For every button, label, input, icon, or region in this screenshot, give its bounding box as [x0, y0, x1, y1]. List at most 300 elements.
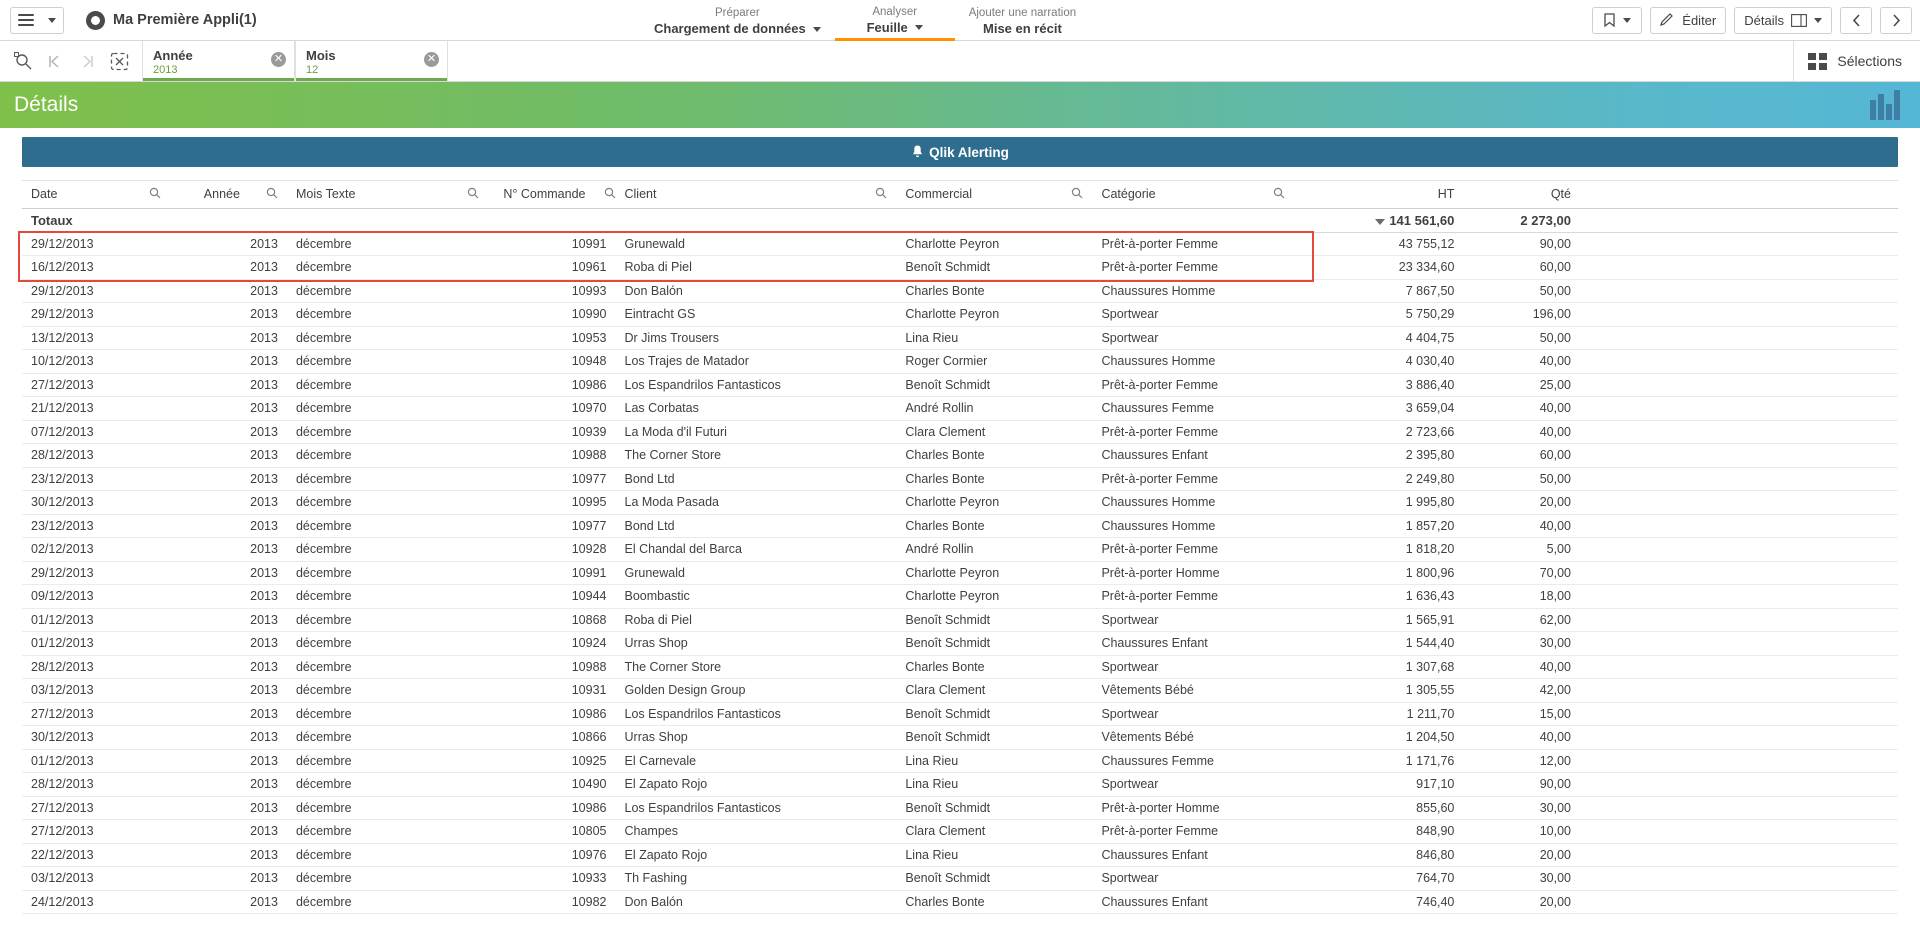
cell-categorie[interactable]: Chaussures Femme [1092, 397, 1293, 421]
cell-categorie[interactable]: Prêt-à-porter Femme [1092, 420, 1293, 444]
cell-qte[interactable]: 15,00 [1463, 702, 1580, 726]
cell-qte[interactable]: 40,00 [1463, 397, 1580, 421]
cell-numero-commande[interactable]: 10928 [488, 538, 615, 562]
cell-annee[interactable]: 2013 [170, 749, 287, 773]
cell-annee[interactable]: 2013 [170, 726, 287, 750]
step-forward-icon[interactable] [76, 50, 98, 72]
cell-date[interactable]: 03/12/2013 [22, 679, 170, 703]
cell-date[interactable]: 29/12/2013 [22, 303, 170, 327]
column-header-client[interactable] [616, 181, 897, 208]
cell-numero-commande[interactable]: 10988 [488, 444, 615, 468]
cell-commercial[interactable]: Roger Cormier [896, 350, 1092, 374]
cell-qte[interactable]: 30,00 [1463, 867, 1580, 891]
cell-numero-commande[interactable]: 10924 [488, 632, 615, 656]
cell-ht[interactable]: 746,40 [1294, 890, 1464, 914]
table-row[interactable] [22, 514, 1898, 538]
cell-qte[interactable]: 50,00 [1463, 279, 1580, 303]
cell-qte[interactable]: 30,00 [1463, 632, 1580, 656]
cell-commercial[interactable]: Lina Rieu [896, 773, 1092, 797]
cell-commercial[interactable]: Charlotte Peyron [896, 561, 1092, 585]
cell-commercial[interactable]: Benoît Schmidt [896, 796, 1092, 820]
details-button[interactable] [1734, 7, 1832, 34]
cell-ht[interactable]: 7 867,50 [1294, 279, 1464, 303]
table-row[interactable] [22, 373, 1898, 397]
nav-item-narration[interactable] [955, 0, 1090, 41]
table-row[interactable] [22, 326, 1898, 350]
cell-commercial[interactable]: Benoît Schmidt [896, 608, 1092, 632]
cell-categorie[interactable]: Prêt-à-porter Femme [1092, 373, 1293, 397]
table-row[interactable] [22, 420, 1898, 444]
cell-annee[interactable]: 2013 [170, 444, 287, 468]
cell-numero-commande[interactable]: 10995 [488, 491, 615, 515]
cell-ht[interactable]: 2 395,80 [1294, 444, 1464, 468]
cell-client[interactable]: La Moda Pasada [616, 491, 897, 515]
column-header-date[interactable] [22, 181, 170, 208]
cell-annee[interactable]: 2013 [170, 303, 287, 327]
table-row[interactable] [22, 585, 1898, 609]
table-row[interactable] [22, 749, 1898, 773]
cell-ht[interactable]: 2 249,80 [1294, 467, 1464, 491]
cell-client[interactable]: Don Balón [616, 890, 897, 914]
cell-client[interactable]: Urras Shop [616, 726, 897, 750]
cell-annee[interactable]: 2013 [170, 773, 287, 797]
cell-ht[interactable]: 1 800,96 [1294, 561, 1464, 585]
cell-client[interactable]: Golden Design Group [616, 679, 897, 703]
cell-commercial[interactable]: Clara Clement [896, 420, 1092, 444]
cell-numero-commande[interactable]: 10953 [488, 326, 615, 350]
cell-client[interactable]: Eintracht GS [616, 303, 897, 327]
cell-numero-commande[interactable]: 10866 [488, 726, 615, 750]
cell-annee[interactable]: 2013 [170, 467, 287, 491]
cell-annee[interactable]: 2013 [170, 632, 287, 656]
cell-date[interactable]: 23/12/2013 [22, 514, 170, 538]
cell-annee[interactable]: 2013 [170, 491, 287, 515]
cell-categorie[interactable]: Vêtements Bébé [1092, 679, 1293, 703]
cell-annee[interactable]: 2013 [170, 585, 287, 609]
edit-button[interactable] [1650, 7, 1726, 34]
cell-categorie[interactable]: Sportwear [1092, 773, 1293, 797]
cell-commercial[interactable]: Charlotte Peyron [896, 232, 1092, 256]
cell-qte[interactable]: 40,00 [1463, 655, 1580, 679]
cell-mois-texte[interactable]: décembre [287, 843, 488, 867]
cell-categorie[interactable]: Prêt-à-porter Femme [1092, 467, 1293, 491]
cell-client[interactable]: El Zapato Rojo [616, 773, 897, 797]
cell-categorie[interactable]: Chaussures Enfant [1092, 632, 1293, 656]
cell-qte[interactable]: 12,00 [1463, 749, 1580, 773]
search-icon[interactable] [875, 187, 887, 202]
search-icon[interactable] [604, 187, 616, 202]
cell-categorie[interactable]: Vêtements Bébé [1092, 726, 1293, 750]
selection-search-icon[interactable] [12, 50, 34, 72]
cell-annee[interactable]: 2013 [170, 608, 287, 632]
cell-mois-texte[interactable]: décembre [287, 655, 488, 679]
cell-commercial[interactable]: Charlotte Peyron [896, 585, 1092, 609]
cell-annee[interactable]: 2013 [170, 867, 287, 891]
cell-date[interactable]: 01/12/2013 [22, 632, 170, 656]
cell-numero-commande[interactable]: 10944 [488, 585, 615, 609]
cell-ht[interactable]: 855,60 [1294, 796, 1464, 820]
selections-panel-toggle[interactable] [1793, 41, 1920, 81]
cell-client[interactable]: Los Espandrilos Fantasticos [616, 796, 897, 820]
cell-qte[interactable]: 20,00 [1463, 491, 1580, 515]
cell-commercial[interactable]: Charles Bonte [896, 444, 1092, 468]
cell-annee[interactable]: 2013 [170, 679, 287, 703]
cell-qte[interactable]: 5,00 [1463, 538, 1580, 562]
cell-commercial[interactable]: Benoît Schmidt [896, 632, 1092, 656]
cell-commercial[interactable]: Charlotte Peyron [896, 491, 1092, 515]
cell-categorie[interactable]: Sportwear [1092, 608, 1293, 632]
cell-qte[interactable]: 25,00 [1463, 373, 1580, 397]
cell-qte[interactable]: 62,00 [1463, 608, 1580, 632]
cell-annee[interactable]: 2013 [170, 279, 287, 303]
cell-mois-texte[interactable]: décembre [287, 397, 488, 421]
cell-commercial[interactable]: Benoît Schmidt [896, 373, 1092, 397]
cell-numero-commande[interactable]: 10931 [488, 679, 615, 703]
cell-numero-commande[interactable]: 10490 [488, 773, 615, 797]
cell-client[interactable]: Roba di Piel [616, 256, 897, 280]
cell-date[interactable]: 27/12/2013 [22, 820, 170, 844]
nav-item-analyser[interactable] [835, 0, 955, 41]
cell-numero-commande[interactable]: 10939 [488, 420, 615, 444]
cell-date[interactable]: 27/12/2013 [22, 702, 170, 726]
cell-mois-texte[interactable]: décembre [287, 491, 488, 515]
cell-qte[interactable]: 90,00 [1463, 773, 1580, 797]
cell-client[interactable]: La Moda d'il Futuri [616, 420, 897, 444]
cell-mois-texte[interactable]: décembre [287, 749, 488, 773]
cell-ht[interactable]: 1 857,20 [1294, 514, 1464, 538]
search-icon[interactable] [1071, 187, 1083, 202]
cell-date[interactable]: 01/12/2013 [22, 608, 170, 632]
cell-ht[interactable]: 4 404,75 [1294, 326, 1464, 350]
cell-date[interactable]: 30/12/2013 [22, 491, 170, 515]
cell-client[interactable]: Bond Ltd [616, 467, 897, 491]
cell-numero-commande[interactable]: 10991 [488, 232, 615, 256]
previous-sheet-button[interactable] [1840, 7, 1872, 34]
cell-categorie[interactable]: Prêt-à-porter Femme [1092, 820, 1293, 844]
cell-numero-commande[interactable]: 10933 [488, 867, 615, 891]
column-header-ht[interactable] [1294, 181, 1464, 208]
cell-categorie[interactable]: Prêt-à-porter Femme [1092, 538, 1293, 562]
cell-client[interactable]: Los Espandrilos Fantasticos [616, 702, 897, 726]
cell-commercial[interactable]: Lina Rieu [896, 843, 1092, 867]
cell-numero-commande[interactable]: 10990 [488, 303, 615, 327]
cell-categorie[interactable]: Prêt-à-porter Femme [1092, 232, 1293, 256]
cell-numero-commande[interactable]: 10986 [488, 796, 615, 820]
cell-numero-commande[interactable]: 10977 [488, 514, 615, 538]
cell-commercial[interactable]: Charles Bonte [896, 890, 1092, 914]
table-row[interactable] [22, 726, 1898, 750]
cell-categorie[interactable]: Sportwear [1092, 867, 1293, 891]
cell-date[interactable]: 09/12/2013 [22, 585, 170, 609]
cell-numero-commande[interactable]: 10925 [488, 749, 615, 773]
column-header-mois-texte[interactable] [287, 181, 488, 208]
cell-qte[interactable]: 50,00 [1463, 467, 1580, 491]
cell-qte[interactable]: 40,00 [1463, 726, 1580, 750]
table-row[interactable] [22, 820, 1898, 844]
cell-client[interactable]: El Zapato Rojo [616, 843, 897, 867]
cell-mois-texte[interactable]: décembre [287, 820, 488, 844]
cell-annee[interactable]: 2013 [170, 561, 287, 585]
cell-date[interactable]: 07/12/2013 [22, 420, 170, 444]
cell-categorie[interactable]: Prêt-à-porter Femme [1092, 585, 1293, 609]
cell-mois-texte[interactable]: décembre [287, 350, 488, 374]
cell-ht[interactable]: 2 723,66 [1294, 420, 1464, 444]
column-header-categorie[interactable] [1092, 181, 1293, 208]
cell-commercial[interactable]: Charlotte Peyron [896, 303, 1092, 327]
cell-annee[interactable]: 2013 [170, 350, 287, 374]
cell-mois-texte[interactable]: décembre [287, 514, 488, 538]
cell-annee[interactable]: 2013 [170, 655, 287, 679]
cell-mois-texte[interactable]: décembre [287, 279, 488, 303]
cell-date[interactable]: 28/12/2013 [22, 773, 170, 797]
cell-commercial[interactable]: André Rollin [896, 397, 1092, 421]
cell-ht[interactable]: 43 755,12 [1294, 232, 1464, 256]
cell-ht[interactable]: 1 211,70 [1294, 702, 1464, 726]
cell-date[interactable]: 28/12/2013 [22, 655, 170, 679]
table-row[interactable] [22, 655, 1898, 679]
cell-date[interactable]: 16/12/2013 [22, 256, 170, 280]
table-row[interactable] [22, 843, 1898, 867]
column-header-commercial[interactable] [896, 181, 1092, 208]
cell-numero-commande[interactable]: 10976 [488, 843, 615, 867]
cell-client[interactable]: Don Balón [616, 279, 897, 303]
table-row[interactable] [22, 632, 1898, 656]
cell-numero-commande[interactable]: 10961 [488, 256, 615, 280]
table-row[interactable] [22, 279, 1898, 303]
clear-all-selections-icon[interactable] [108, 50, 130, 72]
cell-numero-commande[interactable]: 10868 [488, 608, 615, 632]
nav-item-preparer[interactable] [640, 0, 835, 41]
cell-ht[interactable]: 5 750,29 [1294, 303, 1464, 327]
cell-mois-texte[interactable]: décembre [287, 232, 488, 256]
cell-qte[interactable]: 18,00 [1463, 585, 1580, 609]
cell-qte[interactable]: 10,00 [1463, 820, 1580, 844]
cell-ht[interactable]: 1 636,43 [1294, 585, 1464, 609]
cell-qte[interactable]: 90,00 [1463, 232, 1580, 256]
cell-date[interactable]: 23/12/2013 [22, 467, 170, 491]
cell-categorie[interactable]: Chaussures Enfant [1092, 890, 1293, 914]
cell-date[interactable]: 03/12/2013 [22, 867, 170, 891]
cell-date[interactable]: 24/12/2013 [22, 890, 170, 914]
cell-annee[interactable]: 2013 [170, 514, 287, 538]
cell-mois-texte[interactable]: décembre [287, 467, 488, 491]
cell-qte[interactable]: 40,00 [1463, 514, 1580, 538]
cell-mois-texte[interactable]: décembre [287, 326, 488, 350]
table-row[interactable] [22, 796, 1898, 820]
column-header-annee[interactable] [170, 181, 287, 208]
search-icon[interactable] [149, 187, 161, 202]
next-sheet-button[interactable] [1880, 7, 1912, 34]
cell-date[interactable]: 29/12/2013 [22, 561, 170, 585]
cell-categorie[interactable]: Chaussures Enfant [1092, 444, 1293, 468]
cell-commercial[interactable]: Charles Bonte [896, 467, 1092, 491]
cell-commercial[interactable]: Lina Rieu [896, 326, 1092, 350]
cell-mois-texte[interactable]: décembre [287, 420, 488, 444]
cell-qte[interactable]: 60,00 [1463, 256, 1580, 280]
cell-client[interactable]: Th Fashing [616, 867, 897, 891]
cell-commercial[interactable]: Lina Rieu [896, 749, 1092, 773]
cell-mois-texte[interactable]: décembre [287, 796, 488, 820]
table-row[interactable] [22, 491, 1898, 515]
cell-annee[interactable]: 2013 [170, 796, 287, 820]
cell-mois-texte[interactable]: décembre [287, 679, 488, 703]
cell-qte[interactable]: 70,00 [1463, 561, 1580, 585]
cell-client[interactable]: El Chandal del Barca [616, 538, 897, 562]
cell-mois-texte[interactable]: décembre [287, 538, 488, 562]
cell-annee[interactable]: 2013 [170, 820, 287, 844]
cell-qte[interactable]: 40,00 [1463, 350, 1580, 374]
cell-mois-texte[interactable]: décembre [287, 608, 488, 632]
cell-categorie[interactable]: Chaussures Femme [1092, 749, 1293, 773]
cell-qte[interactable]: 40,00 [1463, 420, 1580, 444]
cell-client[interactable]: The Corner Store [616, 444, 897, 468]
cell-numero-commande[interactable]: 10977 [488, 467, 615, 491]
cell-ht[interactable]: 4 030,40 [1294, 350, 1464, 374]
table-row[interactable] [22, 467, 1898, 491]
cell-commercial[interactable]: Clara Clement [896, 679, 1092, 703]
cell-commercial[interactable]: Clara Clement [896, 820, 1092, 844]
cell-mois-texte[interactable]: décembre [287, 890, 488, 914]
column-header-qte[interactable] [1463, 181, 1580, 208]
cell-categorie[interactable]: Prêt-à-porter Femme [1092, 256, 1293, 280]
cell-numero-commande[interactable]: 10988 [488, 655, 615, 679]
cell-numero-commande[interactable]: 10948 [488, 350, 615, 374]
cell-numero-commande[interactable]: 10993 [488, 279, 615, 303]
cell-date[interactable]: 30/12/2013 [22, 726, 170, 750]
cell-date[interactable]: 10/12/2013 [22, 350, 170, 374]
cell-mois-texte[interactable]: décembre [287, 702, 488, 726]
cell-qte[interactable]: 196,00 [1463, 303, 1580, 327]
cell-client[interactable]: Champes [616, 820, 897, 844]
cell-mois-texte[interactable]: décembre [287, 373, 488, 397]
cell-mois-texte[interactable]: décembre [287, 726, 488, 750]
cell-mois-texte[interactable]: décembre [287, 444, 488, 468]
cell-ht[interactable]: 1 565,91 [1294, 608, 1464, 632]
cell-annee[interactable]: 2013 [170, 702, 287, 726]
cell-categorie[interactable]: Chaussures Homme [1092, 514, 1293, 538]
cell-commercial[interactable]: Charles Bonte [896, 279, 1092, 303]
cell-commercial[interactable]: Charles Bonte [896, 514, 1092, 538]
table-row[interactable] [22, 608, 1898, 632]
navigation-menu-button[interactable] [10, 7, 64, 34]
bookmarks-button[interactable] [1592, 7, 1642, 34]
table-row[interactable] [22, 867, 1898, 891]
cell-ht[interactable]: 1 995,80 [1294, 491, 1464, 515]
cell-annee[interactable]: 2013 [170, 326, 287, 350]
cell-date[interactable]: 27/12/2013 [22, 796, 170, 820]
cell-numero-commande[interactable]: 10991 [488, 561, 615, 585]
cell-commercial[interactable]: Benoît Schmidt [896, 256, 1092, 280]
cell-commercial[interactable]: Benoît Schmidt [896, 867, 1092, 891]
cell-annee[interactable]: 2013 [170, 843, 287, 867]
cell-mois-texte[interactable]: décembre [287, 867, 488, 891]
cell-categorie[interactable]: Chaussures Enfant [1092, 843, 1293, 867]
cell-qte[interactable]: 20,00 [1463, 843, 1580, 867]
cell-client[interactable]: Grunewald [616, 232, 897, 256]
cell-annee[interactable]: 2013 [170, 890, 287, 914]
cell-annee[interactable]: 2013 [170, 420, 287, 444]
clear-selection-annee-icon[interactable]: ✕ [271, 52, 286, 67]
cell-numero-commande[interactable]: 10982 [488, 890, 615, 914]
table-row[interactable] [22, 444, 1898, 468]
cell-ht[interactable]: 846,80 [1294, 843, 1464, 867]
table-row[interactable] [22, 538, 1898, 562]
table-row[interactable] [22, 303, 1898, 327]
cell-mois-texte[interactable]: décembre [287, 561, 488, 585]
cell-mois-texte[interactable]: décembre [287, 303, 488, 327]
cell-annee[interactable]: 2013 [170, 373, 287, 397]
table-row[interactable] [22, 256, 1898, 280]
table-row[interactable] [22, 702, 1898, 726]
cell-date[interactable]: 01/12/2013 [22, 749, 170, 773]
cell-categorie[interactable]: Prêt-à-porter Homme [1092, 561, 1293, 585]
cell-mois-texte[interactable]: décembre [287, 585, 488, 609]
cell-date[interactable]: 28/12/2013 [22, 444, 170, 468]
cell-ht[interactable]: 848,90 [1294, 820, 1464, 844]
step-back-icon[interactable] [44, 50, 66, 72]
cell-ht[interactable]: 3 886,40 [1294, 373, 1464, 397]
cell-ht[interactable]: 23 334,60 [1294, 256, 1464, 280]
cell-annee[interactable]: 2013 [170, 397, 287, 421]
table-row[interactable] [22, 397, 1898, 421]
cell-client[interactable]: Boombastic [616, 585, 897, 609]
cell-numero-commande[interactable]: 10986 [488, 702, 615, 726]
cell-commercial[interactable]: Charles Bonte [896, 655, 1092, 679]
search-icon[interactable] [266, 187, 278, 202]
cell-ht[interactable]: 917,10 [1294, 773, 1464, 797]
cell-ht[interactable]: 1 544,40 [1294, 632, 1464, 656]
cell-categorie[interactable]: Sportwear [1092, 326, 1293, 350]
cell-client[interactable]: Los Trajes de Matador [616, 350, 897, 374]
cell-date[interactable]: 29/12/2013 [22, 279, 170, 303]
cell-client[interactable]: El Carnevale [616, 749, 897, 773]
cell-client[interactable]: Dr Jims Trousers [616, 326, 897, 350]
cell-qte[interactable]: 30,00 [1463, 796, 1580, 820]
table-row[interactable] [22, 232, 1898, 256]
table-row[interactable] [22, 890, 1898, 914]
cell-mois-texte[interactable]: décembre [287, 773, 488, 797]
cell-qte[interactable]: 20,00 [1463, 890, 1580, 914]
selection-chip-annee[interactable] [142, 41, 295, 81]
cell-ht[interactable]: 3 659,04 [1294, 397, 1464, 421]
cell-categorie[interactable]: Sportwear [1092, 702, 1293, 726]
table-row[interactable] [22, 773, 1898, 797]
cell-date[interactable]: 27/12/2013 [22, 373, 170, 397]
cell-qte[interactable]: 50,00 [1463, 326, 1580, 350]
cell-client[interactable]: Urras Shop [616, 632, 897, 656]
clear-selection-mois-icon[interactable]: ✕ [424, 52, 439, 67]
column-header-numero-commande[interactable] [488, 181, 615, 208]
table-row[interactable] [22, 561, 1898, 585]
table-row[interactable] [22, 679, 1898, 703]
cell-ht[interactable]: 1 171,76 [1294, 749, 1464, 773]
cell-categorie[interactable]: Chaussures Homme [1092, 279, 1293, 303]
cell-numero-commande[interactable]: 10986 [488, 373, 615, 397]
cell-date[interactable]: 22/12/2013 [22, 843, 170, 867]
cell-ht[interactable]: 1 307,68 [1294, 655, 1464, 679]
search-icon[interactable] [467, 187, 479, 202]
cell-commercial[interactable]: Benoît Schmidt [896, 702, 1092, 726]
cell-date[interactable]: 13/12/2013 [22, 326, 170, 350]
cell-client[interactable]: Bond Ltd [616, 514, 897, 538]
cell-client[interactable]: Los Espandrilos Fantasticos [616, 373, 897, 397]
cell-numero-commande[interactable]: 10970 [488, 397, 615, 421]
cell-categorie[interactable]: Sportwear [1092, 655, 1293, 679]
table-row[interactable] [22, 350, 1898, 374]
cell-categorie[interactable]: Chaussures Homme [1092, 491, 1293, 515]
cell-date[interactable]: 21/12/2013 [22, 397, 170, 421]
selection-chip-mois[interactable] [295, 41, 448, 81]
